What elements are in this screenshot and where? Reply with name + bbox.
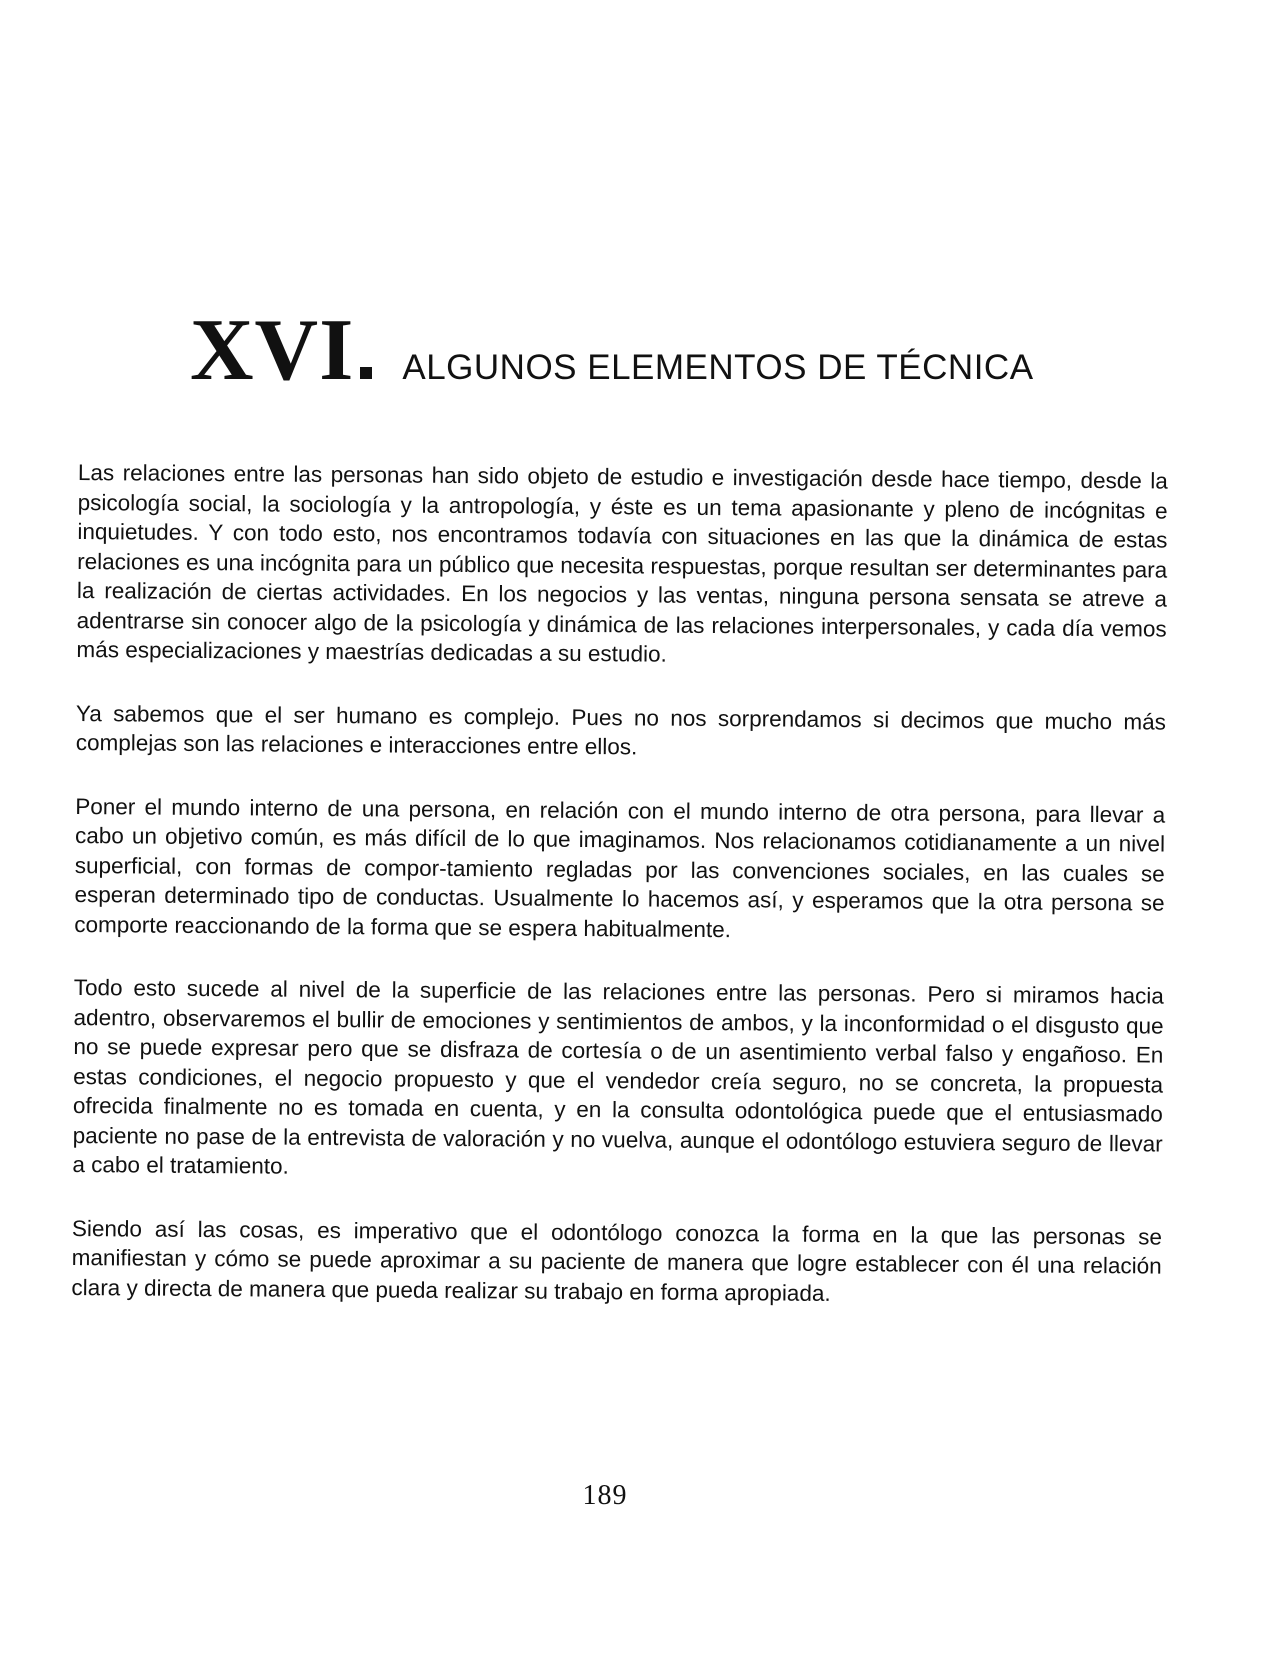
paragraph-2: Ya sabemos que el ser humano es complejo. Pues no nos sorprendamos si decimos que mucho más complejas son las relaciones e interacciones entre ellos. bbox=[75, 700, 1167, 760]
chapter-title: ALGUNOS ELEMENTOS DE TÉCNICA bbox=[402, 348, 1034, 387]
chapter-number-dot bbox=[360, 367, 372, 379]
paragraph-4: Todo esto sucede al nivel de la superficie de las relaciones entre las personas. Pero si miramos hacia adentro, observaremos el bullir de emociones y sentimientos de ambos, y la inconformidad o el disgusto que no se puede expresar pero que se disfraza de cortesía o de un asentimiento verbal falso y engañoso. En estas condiciones, el negocio propuesto y que el vendedor creía seguro, no se concreta, la propuesta ofrecida finalmente no es tomada en cuenta, y en la consulta odontológica puede que el entusiasmado paciente no pase de la entrevista de valoración y no vuelva, aunque el odontólogo estuviera seguro de llevar a cabo el tratamiento. bbox=[72, 974, 1164, 1179]
paragraph-1: Las relaciones entre las personas han sido objeto de estudio e investigación desde hace tiempo, desde la psicología social, la sociología y la antropología, y éste es un tema apasionante y pleno de incógnitas e inquietudes. Y con todo esto, nos encontramos todavía con situaciones en las que la dinámica de estas relaciones es una incógnita para un público que necesita respuestas, porque resultan ser determinantes para la realización de ciertas actividades. En los negocios y las ventas, ninguna persona sensata se atreve a adentrarse sin conocer algo de la psicología y dinámica de las relaciones interpersonales, y cada día vemos más especializaciones y maestrías dedicadas a su estudio. bbox=[76, 459, 1168, 667]
chapter-number: XVI bbox=[190, 302, 355, 399]
paragraph-3: Poner el mundo interno de una persona, en relación con el mundo interno de otra persona, para llevar a cabo un objetivo común, es más difícil de lo que imaginamos. Nos relacionamos cotidianamente a un nivel superficial, con formas de compor-tamiento regladas por las convenciones sociales, en las cuales se esperan determinado tipo de conductas. Usualmente lo hacemos así, y esperamos que la otra persona se comporte reaccionando de la forma que se espera habitualmente. bbox=[74, 793, 1166, 942]
paragraph-5: Siendo así las cosas, es imperativo que el odontólogo conozca la forma en la que las personas se manifiestan y cómo se puede aproximar a su paciente de manera que logre establecer con él una relación clara y directa de manera que pueda realizar su trabajo en forma apropiada. bbox=[71, 1215, 1163, 1306]
body-text bbox=[71, 458, 1168, 1345]
page-number: 189 bbox=[582, 1480, 628, 1511]
chapter-heading bbox=[190, 296, 1090, 406]
